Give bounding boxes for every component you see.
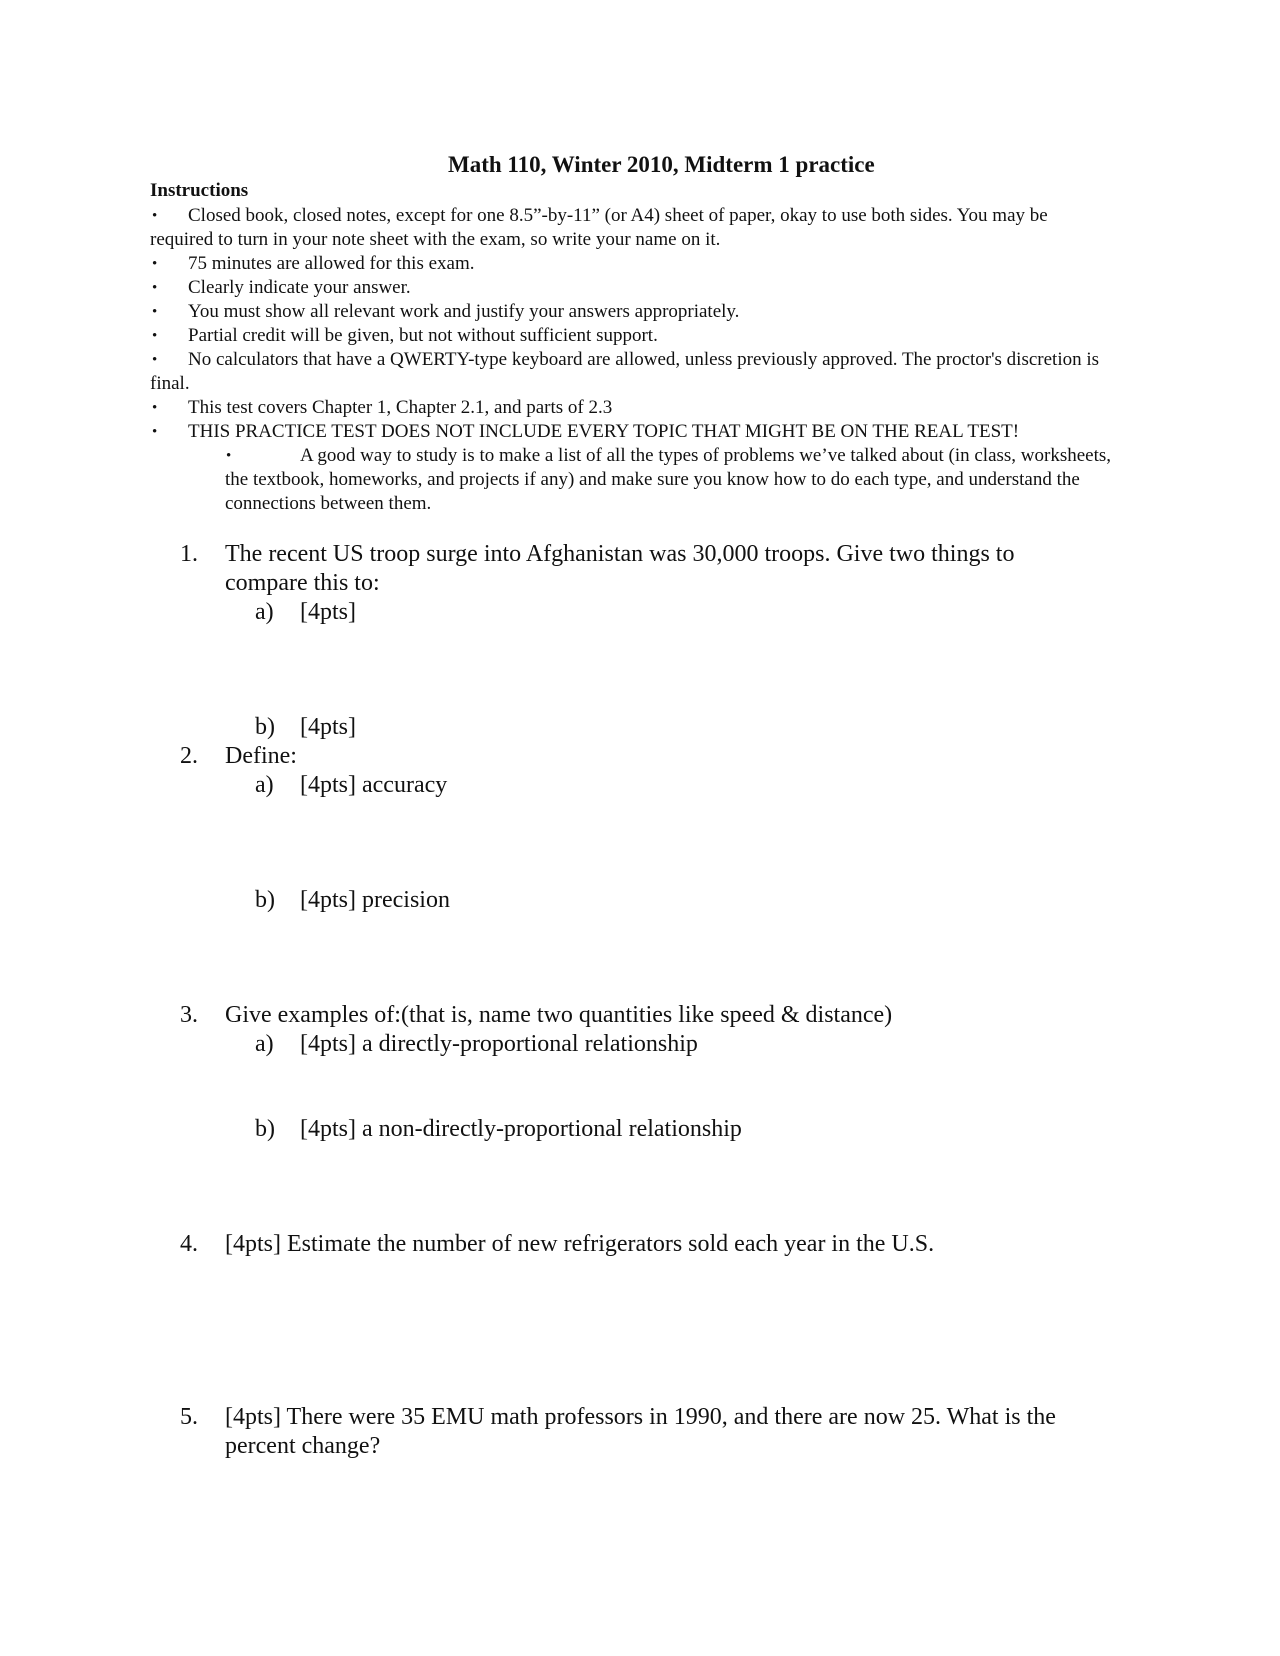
exam-title: Math 110, Winter 2010, Midterm 1 practice bbox=[448, 152, 875, 177]
part-text: [4pts] accuracy bbox=[300, 772, 448, 798]
instruction-item: You must show all relevant work and justify your answers appropriately. bbox=[188, 301, 740, 322]
instruction-item-continued: required to turn in your note sheet with the exam, so write your name on it. bbox=[150, 229, 721, 250]
study-tip-line: the textbook, homeworks, and projects if any) and make sure you know how to do each type, and understand the bbox=[225, 469, 1080, 490]
part-label: b) bbox=[255, 887, 275, 913]
bullet-icon: • bbox=[152, 256, 158, 272]
part-label: b) bbox=[255, 714, 275, 740]
study-tip-line: A good way to study is to make a list of all the types of problems we’ve talked about (in class, worksheets, bbox=[300, 445, 1112, 466]
question-text: [4pts] Estimate the number of new refrigerators sold each year in the U.S. bbox=[225, 1231, 935, 1257]
part-text: [4pts] bbox=[300, 599, 356, 625]
question-number: 5. bbox=[180, 1404, 198, 1430]
instruction-item: Partial credit will be given, but not without sufficient support. bbox=[188, 325, 658, 346]
part-label: a) bbox=[255, 599, 274, 625]
part-text: [4pts] precision bbox=[300, 887, 450, 913]
bullet-icon: • bbox=[152, 328, 158, 344]
question-number: 4. bbox=[180, 1231, 198, 1257]
question-number: 2. bbox=[180, 743, 198, 769]
bullet-icon: • bbox=[152, 424, 158, 440]
instruction-item: Clearly indicate your answer. bbox=[188, 277, 411, 298]
instruction-item: 75 minutes are allowed for this exam. bbox=[188, 253, 475, 274]
instruction-item: Closed book, closed notes, except for one 8.5”-by-11” (or A4) sheet of paper, okay to use both sides. You may be bbox=[188, 205, 1048, 226]
question-text-continued: compare this to: bbox=[225, 570, 380, 596]
bullet-icon: • bbox=[152, 352, 158, 368]
question-text: Give examples of:(that is, name two quantities like speed & distance) bbox=[225, 1002, 893, 1028]
bullet-icon: • bbox=[152, 304, 158, 320]
bullet-icon: • bbox=[226, 448, 232, 464]
question-number: 3. bbox=[180, 1002, 198, 1028]
part-text: [4pts] a non-directly-proportional relationship bbox=[300, 1116, 742, 1142]
study-tip-line: connections between them. bbox=[225, 493, 432, 514]
part-label: a) bbox=[255, 1031, 274, 1057]
question-text: [4pts] There were 35 EMU math professors in 1990, and there are now 25. What is the bbox=[225, 1404, 1056, 1430]
instruction-item: No calculators that have a QWERTY-type keyboard are allowed, unless previously approved. The proctor's discretion is bbox=[188, 349, 1100, 370]
bullet-icon: • bbox=[152, 280, 158, 296]
instructions-heading: Instructions bbox=[150, 180, 249, 201]
instruction-item-continued: final. bbox=[150, 373, 190, 394]
question-number: 1. bbox=[180, 541, 198, 567]
question-text-continued: percent change? bbox=[225, 1433, 381, 1459]
bullet-icon: • bbox=[152, 400, 158, 416]
part-text: [4pts] a directly-proportional relationship bbox=[300, 1031, 698, 1057]
part-label: a) bbox=[255, 772, 274, 798]
part-text: [4pts] bbox=[300, 714, 356, 740]
question-text: The recent US troop surge into Afghanistan was 30,000 troops. Give two things to bbox=[225, 541, 1015, 567]
instruction-item: This test covers Chapter 1, Chapter 2.1, and parts of 2.3 bbox=[188, 397, 613, 418]
question-text: Define: bbox=[225, 743, 297, 769]
bullet-icon: • bbox=[152, 208, 158, 224]
instruction-item: THIS PRACTICE TEST DOES NOT INCLUDE EVERY TOPIC THAT MIGHT BE ON THE REAL TEST! bbox=[188, 421, 1020, 442]
part-label: b) bbox=[255, 1116, 275, 1142]
